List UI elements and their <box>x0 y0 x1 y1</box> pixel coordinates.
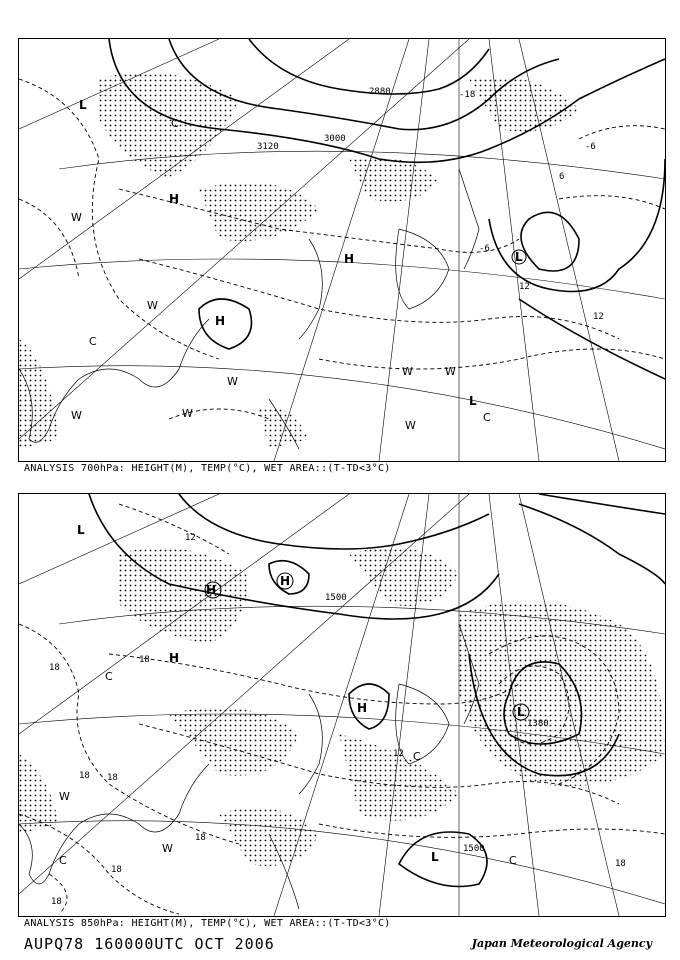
isotherm-label: 18 <box>111 865 122 875</box>
pressure-center: H <box>215 314 226 328</box>
contour-label: 1500 <box>463 844 485 854</box>
wind-marker: W <box>445 365 456 378</box>
pressure-center: H <box>206 583 217 597</box>
pressure-center: L <box>517 705 525 719</box>
isotherm-label: -18 <box>459 90 476 100</box>
wind-marker: C <box>59 854 67 867</box>
pressure-center: L <box>431 850 439 864</box>
pressure-center: H <box>280 574 291 588</box>
isotherm-label: 6 <box>559 172 565 182</box>
pressure-center: H <box>169 192 180 206</box>
isotherm-label: -6 <box>479 244 490 254</box>
pressure-center: H <box>344 252 355 266</box>
pressure-center: H <box>357 701 368 715</box>
wind-marker: W <box>59 790 70 803</box>
isotherm-label: 18 <box>107 773 118 783</box>
contour-label: 1500 <box>325 593 347 603</box>
wind-marker: C <box>171 117 179 130</box>
wind-marker: W <box>71 211 82 224</box>
isotherm-label: 18 <box>195 833 206 843</box>
pressure-center: L <box>79 98 87 112</box>
pressure-center: L <box>469 394 477 408</box>
isotherm-label: -6 <box>585 142 596 152</box>
wind-marker: C <box>509 854 517 867</box>
isotherm-label: 18 <box>51 897 62 907</box>
wind-marker: C <box>89 335 97 348</box>
isotherm-label: 12 <box>519 282 530 292</box>
map-850hpa-svg <box>19 494 665 916</box>
pressure-center: L <box>515 250 523 264</box>
isotherm-label: 18 <box>49 663 60 673</box>
chart-code-datetime: AUPQ78 160000UTC OCT 2006 <box>24 935 275 953</box>
isotherm-label: 12 <box>185 533 196 543</box>
wind-marker: W <box>402 365 413 378</box>
map-700hpa <box>18 38 666 462</box>
contour-label: 1380 <box>527 719 549 729</box>
pressure-center: L <box>77 523 85 537</box>
agency-credit: Japan Meteorological Agency <box>471 937 652 950</box>
caption-700hpa: ANALYSIS 700hPa: HEIGHT(M), TEMP(°C), WET AREA::(T-TD<3°C) <box>24 463 391 474</box>
isotherm-label: 12 <box>393 749 404 759</box>
wind-marker: W <box>182 407 193 420</box>
wind-marker: W <box>147 299 158 312</box>
wind-marker: C <box>413 750 421 763</box>
wind-marker: W <box>162 842 173 855</box>
contour-label: 3000 <box>324 134 346 144</box>
wind-marker: W <box>405 419 416 432</box>
isotherm-label: 18 <box>79 771 90 781</box>
isotherm-label: 18 <box>139 655 150 665</box>
wind-marker: C <box>105 670 113 683</box>
caption-850hpa: ANALYSIS 850hPa: HEIGHT(M), TEMP(°C), WET AREA::(T-TD<3°C) <box>24 918 391 929</box>
wind-marker: C <box>483 411 491 424</box>
pressure-center: H <box>169 651 180 665</box>
isotherm-label: 18 <box>615 859 626 869</box>
map-850hpa <box>18 493 666 917</box>
contour-label: 2880 <box>369 87 391 97</box>
wet-area-shading <box>19 72 579 449</box>
isotherm-label: 12 <box>593 312 604 322</box>
contour-label: 3120 <box>257 142 279 152</box>
wind-marker: W <box>71 409 82 422</box>
wind-marker: W <box>227 375 238 388</box>
map-700hpa-svg <box>19 39 665 461</box>
